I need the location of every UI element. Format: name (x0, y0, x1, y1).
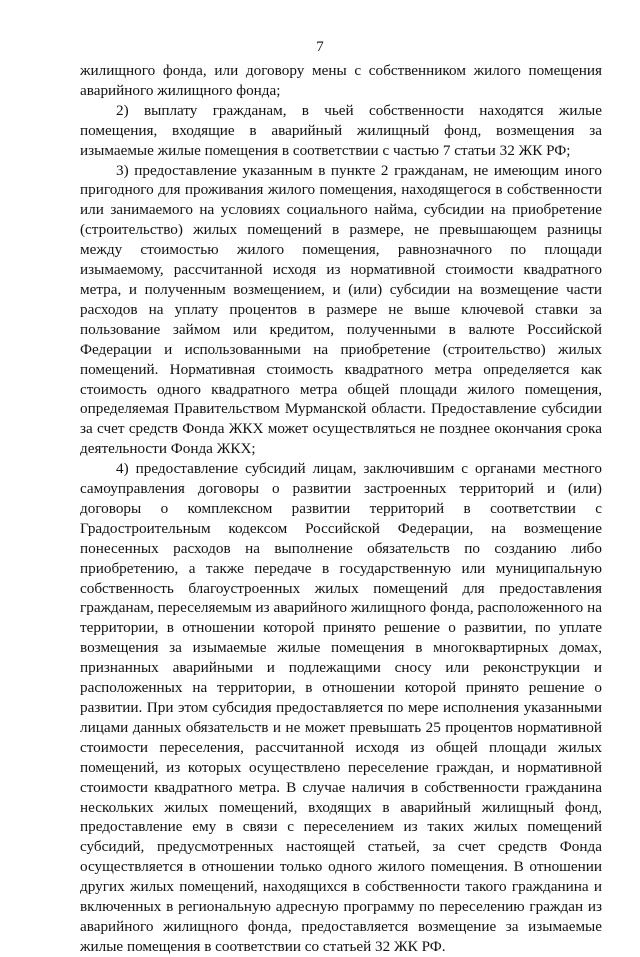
page-number: 7 (316, 39, 324, 55)
paragraph-item-4: 4) предоставление субсидий лицам, заключившим с органами местного самоуправления договоры о развитии застроенных территорий и (или) договоры о комплексном развитии территорий в соответствии с Градостроительным кодексом Российской Федерации, на возмещение понесенных расходов на выполнение обязательств по созданию либо приобретению, а также передаче в государственную или муниципальную собственность благоустроенных жилых помещений для предоставления гражданам, переселяемым из аварийного жилищного фонда, расположенного на территории, в отношении которой принято решение о развитии, по уплате возмещения за изымаемые жилые помещения в многоквартирных домах, признанных аварийными и подлежащими сносу или реконструкции и расположенных на территории, в отношении которой принято решение о развитии. При этом субсидия предоставляется по мере исполнения указанными лицами данных обязательств и не может превышать 25 процентов нормативной стоимости переселения, рассчитанной исходя из общей площади жилых помещений, из которых осуществлено переселение граждан, и нормативной стоимости квадратного метра. В случае наличия в собственности гражданина нескольких жилых помещений, входящих в аварийный жилищный фонд, предоставление ему в связи с переселением из таких жилых помещений субсидий, предусмотренных настоящей статьей, за счет средств Фонда осуществляется в отношении только одного жилого помещения. В отношении других жилых помещений, находящихся в собственности такого гражданина и включенных в региональную адресную программу по переселению граждан из аварийного жилищного фонда, предоставляется возмещение за изымаемые жилые помещения в соответствии со статьей 32 ЖК РФ. (80, 460, 602, 955)
document-body (80, 61, 602, 957)
paragraph-item-2: 2) выплату гражданам, в чьей собственности находятся жилые помещения, входящие в аварийный жилищный фонд, возмещения за изымаемые жилые помещения в соответствии с частью 7 статьи 32 ЖК РФ; (80, 101, 602, 159)
paragraph-continuation: жилищного фонда, или договору мены с собственником жилого помещения аварийного жилищного фонда; (80, 62, 602, 99)
paragraph-item-3: 3) предоставление указанным в пункте 2 гражданам, не имеющим иного пригодного для проживания жилого помещения, находящегося в собственности или занимаемого на условиях социального найма, субсидии на приобретение (строительство) жилых помещений в размере, не превышающем разницы между стоимостью жилого помещения, равнозначного по площади изымаемому, рассчитанной исходя из нормативной стоимости квадратного метра, и полученным возмещением, и (или) субсидии на возмещение части расходов на уплату процентов в размере не выше ключевой ставки за пользование займом или кредитом, полученными в валюте Российской Федерации и использованными на приобретение (строительство) жилых помещений. Нормативная стоимость квадратного метра определяется как стоимость одного квадратного метра общей площади жилого помещения, определяемая Правительством Мурманской области. Предоставление субсидии за счет средств Фонда ЖКХ может осуществляться не позднее окончания срока деятельности Фонда ЖКХ; (80, 161, 602, 458)
